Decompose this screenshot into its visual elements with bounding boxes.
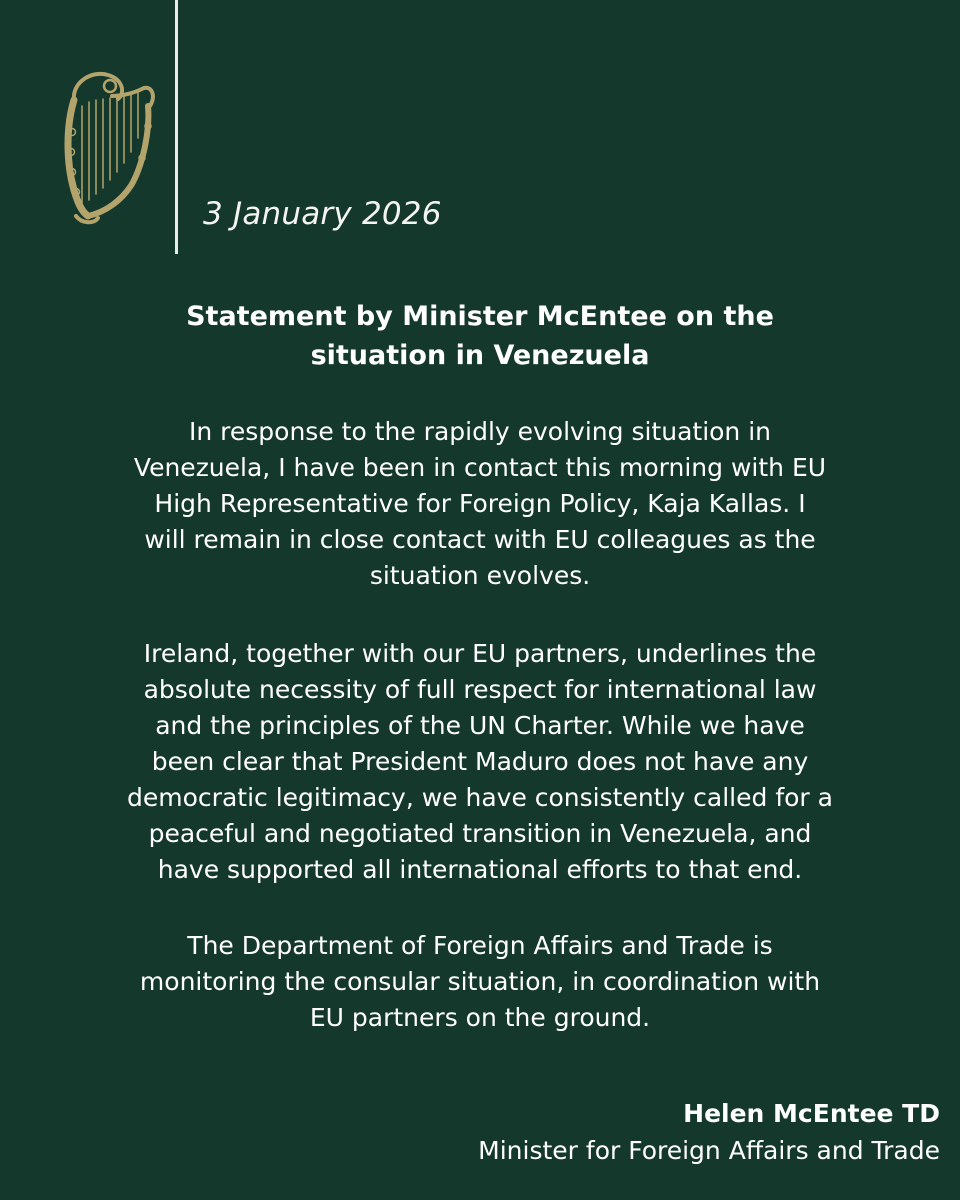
- paragraph-line: monitoring the consular situation, in coordination with: [139, 967, 821, 996]
- statement-paragraph-2: [70, 636, 890, 888]
- signature-block: [478, 1096, 940, 1170]
- paragraph-line: have supported all international efforts to that end.: [157, 855, 803, 884]
- paragraph-line: and the principles of the UN Charter. While we have: [155, 711, 805, 740]
- paragraph-line: Venezuela, I have been in contact this morning with EU: [133, 453, 827, 482]
- paragraph-line: been clear that President Maduro does not have any: [151, 747, 809, 776]
- paragraph-line: The Department of Foreign Affairs and Trade is: [187, 931, 773, 960]
- paragraph-line: EU partners on the ground.: [309, 1003, 651, 1032]
- statement-paragraph-3: [70, 928, 890, 1036]
- paragraph-line: peaceful and negotiated transition in Venezuela, and: [148, 819, 812, 848]
- paragraph-line: High Representative for Foreign Policy, Kaja Kallas. I: [154, 489, 806, 518]
- header-divider: [175, 0, 178, 254]
- paragraph-line: democratic legitimacy, we have consistently called for a: [127, 783, 833, 812]
- paragraph-line: situation evolves.: [369, 561, 591, 590]
- signatory-role: Minister for Foreign Affairs and Trade: [478, 1136, 940, 1165]
- paragraph-line: Ireland, together with our EU partners, underlines the: [143, 639, 817, 668]
- paragraph-line: will remain in close contact with EU colleagues as the: [144, 525, 816, 554]
- paragraph-line: In response to the rapidly evolving situation in: [188, 417, 772, 446]
- paragraph-line: absolute necessity of full respect for international law: [143, 675, 817, 704]
- harp-icon: [52, 66, 156, 226]
- statement-title: [70, 297, 890, 375]
- statement-paragraph-1: [70, 414, 890, 594]
- statement-date: 3 January 2026: [203, 196, 442, 232]
- statement-title-line: situation in Venezuela: [310, 340, 650, 371]
- statement-title-line: Statement by Minister McEntee on the: [186, 301, 774, 332]
- signatory-name: Helen McEntee TD: [683, 1099, 940, 1128]
